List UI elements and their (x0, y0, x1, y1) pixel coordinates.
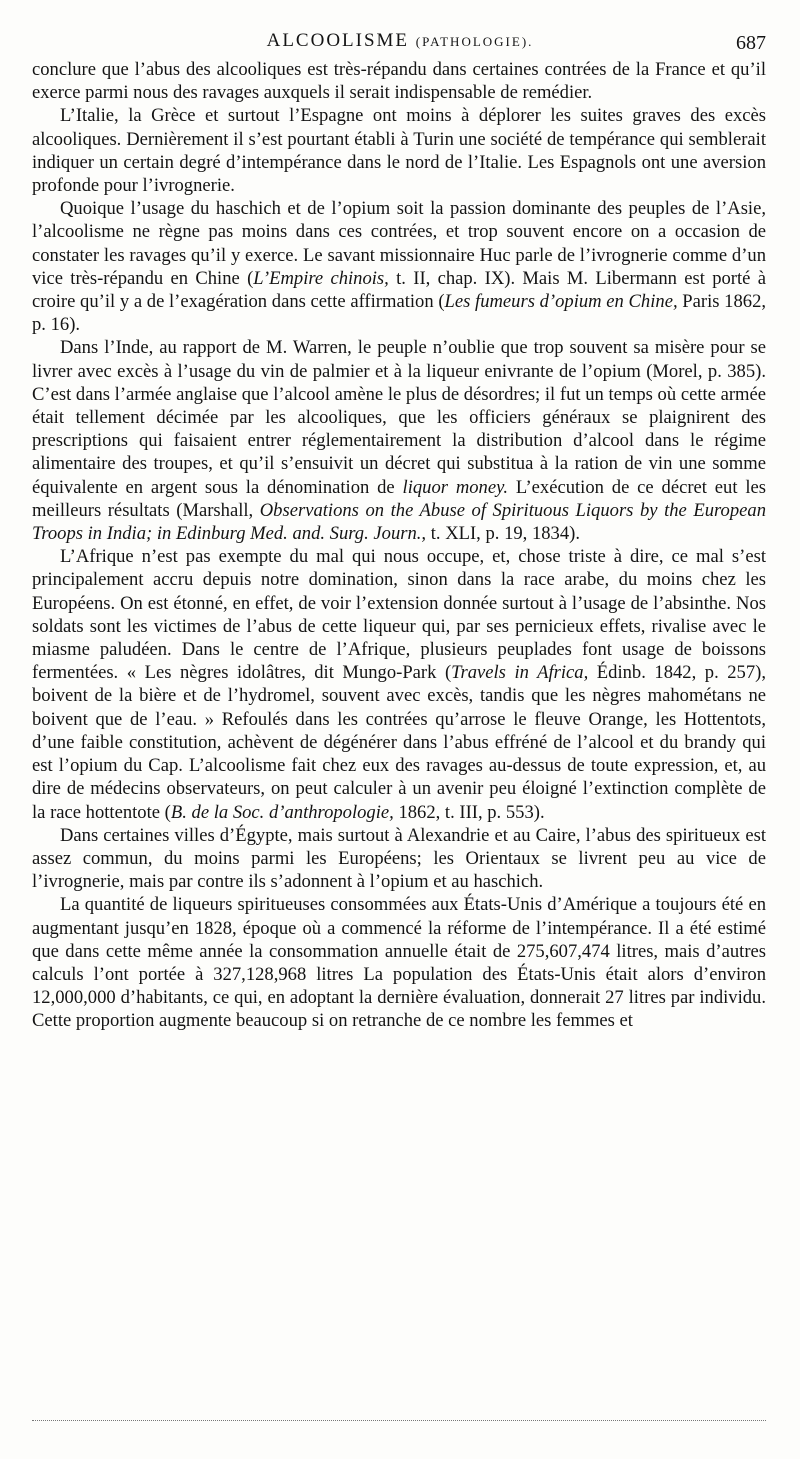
text-run: L’exécution de ce décret eut les meilleurs résultats (Marshall, (32, 476, 766, 521)
text-run: Paris 1862, p. 16). (32, 291, 767, 336)
text-run: L’Italie, la Grèce et surtout l’Espagne ont moins à déplorer les suites graves des excès alcooliques. Dernièrement il s’est pourtant établi à Turin une société de tempérance qui semblerait indiquer un certain degré d’intempérance dans le nord de l’Italie. Les Espagnols ont une aversion profonde pour l’ivrognerie. (32, 105, 766, 197)
italic-citation: L’Empire chinois, (253, 267, 389, 289)
text-run: Dans l’Inde, au rapport de M. Warren, le peuple n’oublie que trop souvent sa misère pour se livrer avec excès à l’usage du vin de palmier et à la liqueur enivrante de l’opium (Morel, p. 385). C’est dans l’armée anglaise que l’alcool amène le plus de désordres; il fut un temps où cette armée était tellement décimée par les alcooliques, que les officiers généraux se plaignirent des prescriptions qui faisaient entrer réglementairement la distribution d’alcool dans le régime alimentaire des troupes, et qu’il s’ensuivit un décret qui substitua à la ration de vin une somme équivalente en argent sous la dénomination de (32, 337, 766, 498)
page-number: 687 (736, 32, 766, 54)
italic-citation: liquor money. (402, 476, 508, 498)
paragraph (32, 336, 766, 545)
paragraph (32, 893, 766, 1032)
italic-citation: B. de la Soc. d’anthropologie, (170, 801, 394, 823)
italic-citation: Les fumeurs d’opium en Chine, (444, 291, 678, 313)
text-run: L’Afrique n’est pas exempte du mal qui nous occupe, et, chose triste à dire, ce mal s’est principalement accru depuis notre domination, sinon dans la race arabe, du moins chez les Européens. On est étonné, en effet, de voir l’extension donnée surtout à l’usage de l’absinthe. Nos soldats sont les victimes de l’abus de cette liqueur qui, par ses pernicieux effets, rivalise avec le miasme paludéen. Dans le centre de l’Afrique, plusieurs peuplades font usage de boissons fermentées. « Les nègres idolâtres, dit Mungo-Park ( (32, 546, 766, 684)
running-head (0, 30, 800, 56)
text-run: Quoique l’usage du haschich et de l’opium soit la passion dominante des peuples de l’Asie, l’alcoolisme ne règne pas moins dans ces contrées, et trop souvent encore on a occasion de constater les ravages qu’il y exerce. Le savant missionnaire Huc parle de l’ivrognerie comme d’un vice très-répandu en Chine ( (32, 198, 766, 289)
paragraph (32, 197, 766, 336)
text-run: conclure que l’abus des alcooliques est très-répandu dans certaines contrées de la France et qu’il exerce parmi nous des ravages auxquels il serait indispensable de remédier. (32, 59, 766, 104)
italic-citation: Observations on the Abuse of Spirituous Liquors by the European Troops in India; in Edinburg Med. and. Surg. Journ., (32, 499, 766, 545)
running-title (0, 30, 800, 52)
text-run: t. II, chap. IX). Mais M. Libermann est porté à croire qu’il y a de l’exagération dans cette affirmation ( (32, 267, 766, 313)
paragraph (32, 58, 766, 104)
text-run: t. XLI, p. 19, 1834). (426, 523, 580, 545)
italic-citation: Travels in Africa, (451, 662, 589, 684)
paragraph (32, 545, 766, 823)
header-title: ALCOOLISME (266, 30, 410, 51)
body-text (32, 58, 766, 1033)
text-run: La quantité de liqueurs spiritueuses consommées aux États-Unis d’Amérique a toujours été en augmentant jusqu’en 1828, époque où a commencé la réforme de l’intempérance. Il a été estimé que dans cette même année la consommation annuelle était de 275,607,474 litres, mais d’autres calculs l’ont portée à 327,128,968 litres La population des États-Unis était alors d’environ 12,000,000 d’habitants, ce qui, en adoptant la dernière évaluation, donnerait 27 litres par individu. Cette proportion augmente beaucoup si on retranche de ce nombre les femmes et (32, 894, 766, 1032)
header-subtitle: (PATHOLOGIE). (415, 34, 534, 49)
footer-rule (32, 1420, 766, 1421)
paragraph (32, 824, 766, 894)
paragraph (32, 104, 766, 197)
text-run: Dans certaines villes d’Égypte, mais surtout à Alexandrie et au Caire, l’abus des spiritueux est assez commun, du moins parmi les Européens; les Orientaux se livrent peu au vice de l’ivrognerie, mais par contre ils s’adonnent à l’opium et au haschich. (32, 824, 766, 893)
text-run: Édinb. 1842, p. 257), boivent de la bière et de l’hydromel, souvent avec excès, tandis que les nègres mahométans ne boivent que de l’eau. » Refoulés dans les contrées qu’arrose le fleuve Orange, les Hottentots, d’une faible constitution, achèvent de dégénérer dans l’abus effréné de l’alcool et du brandy qui est l’opium du Cap. L’alcoolisme fait chez eux des ravages au-dessus de toute expression, et, au dire de médecins observateurs, on peut calculer à un avenir peu éloigné l’extinction complète de la race hottentote ( (32, 662, 766, 823)
text-run: 1862, t. III, p. 553). (393, 801, 545, 823)
